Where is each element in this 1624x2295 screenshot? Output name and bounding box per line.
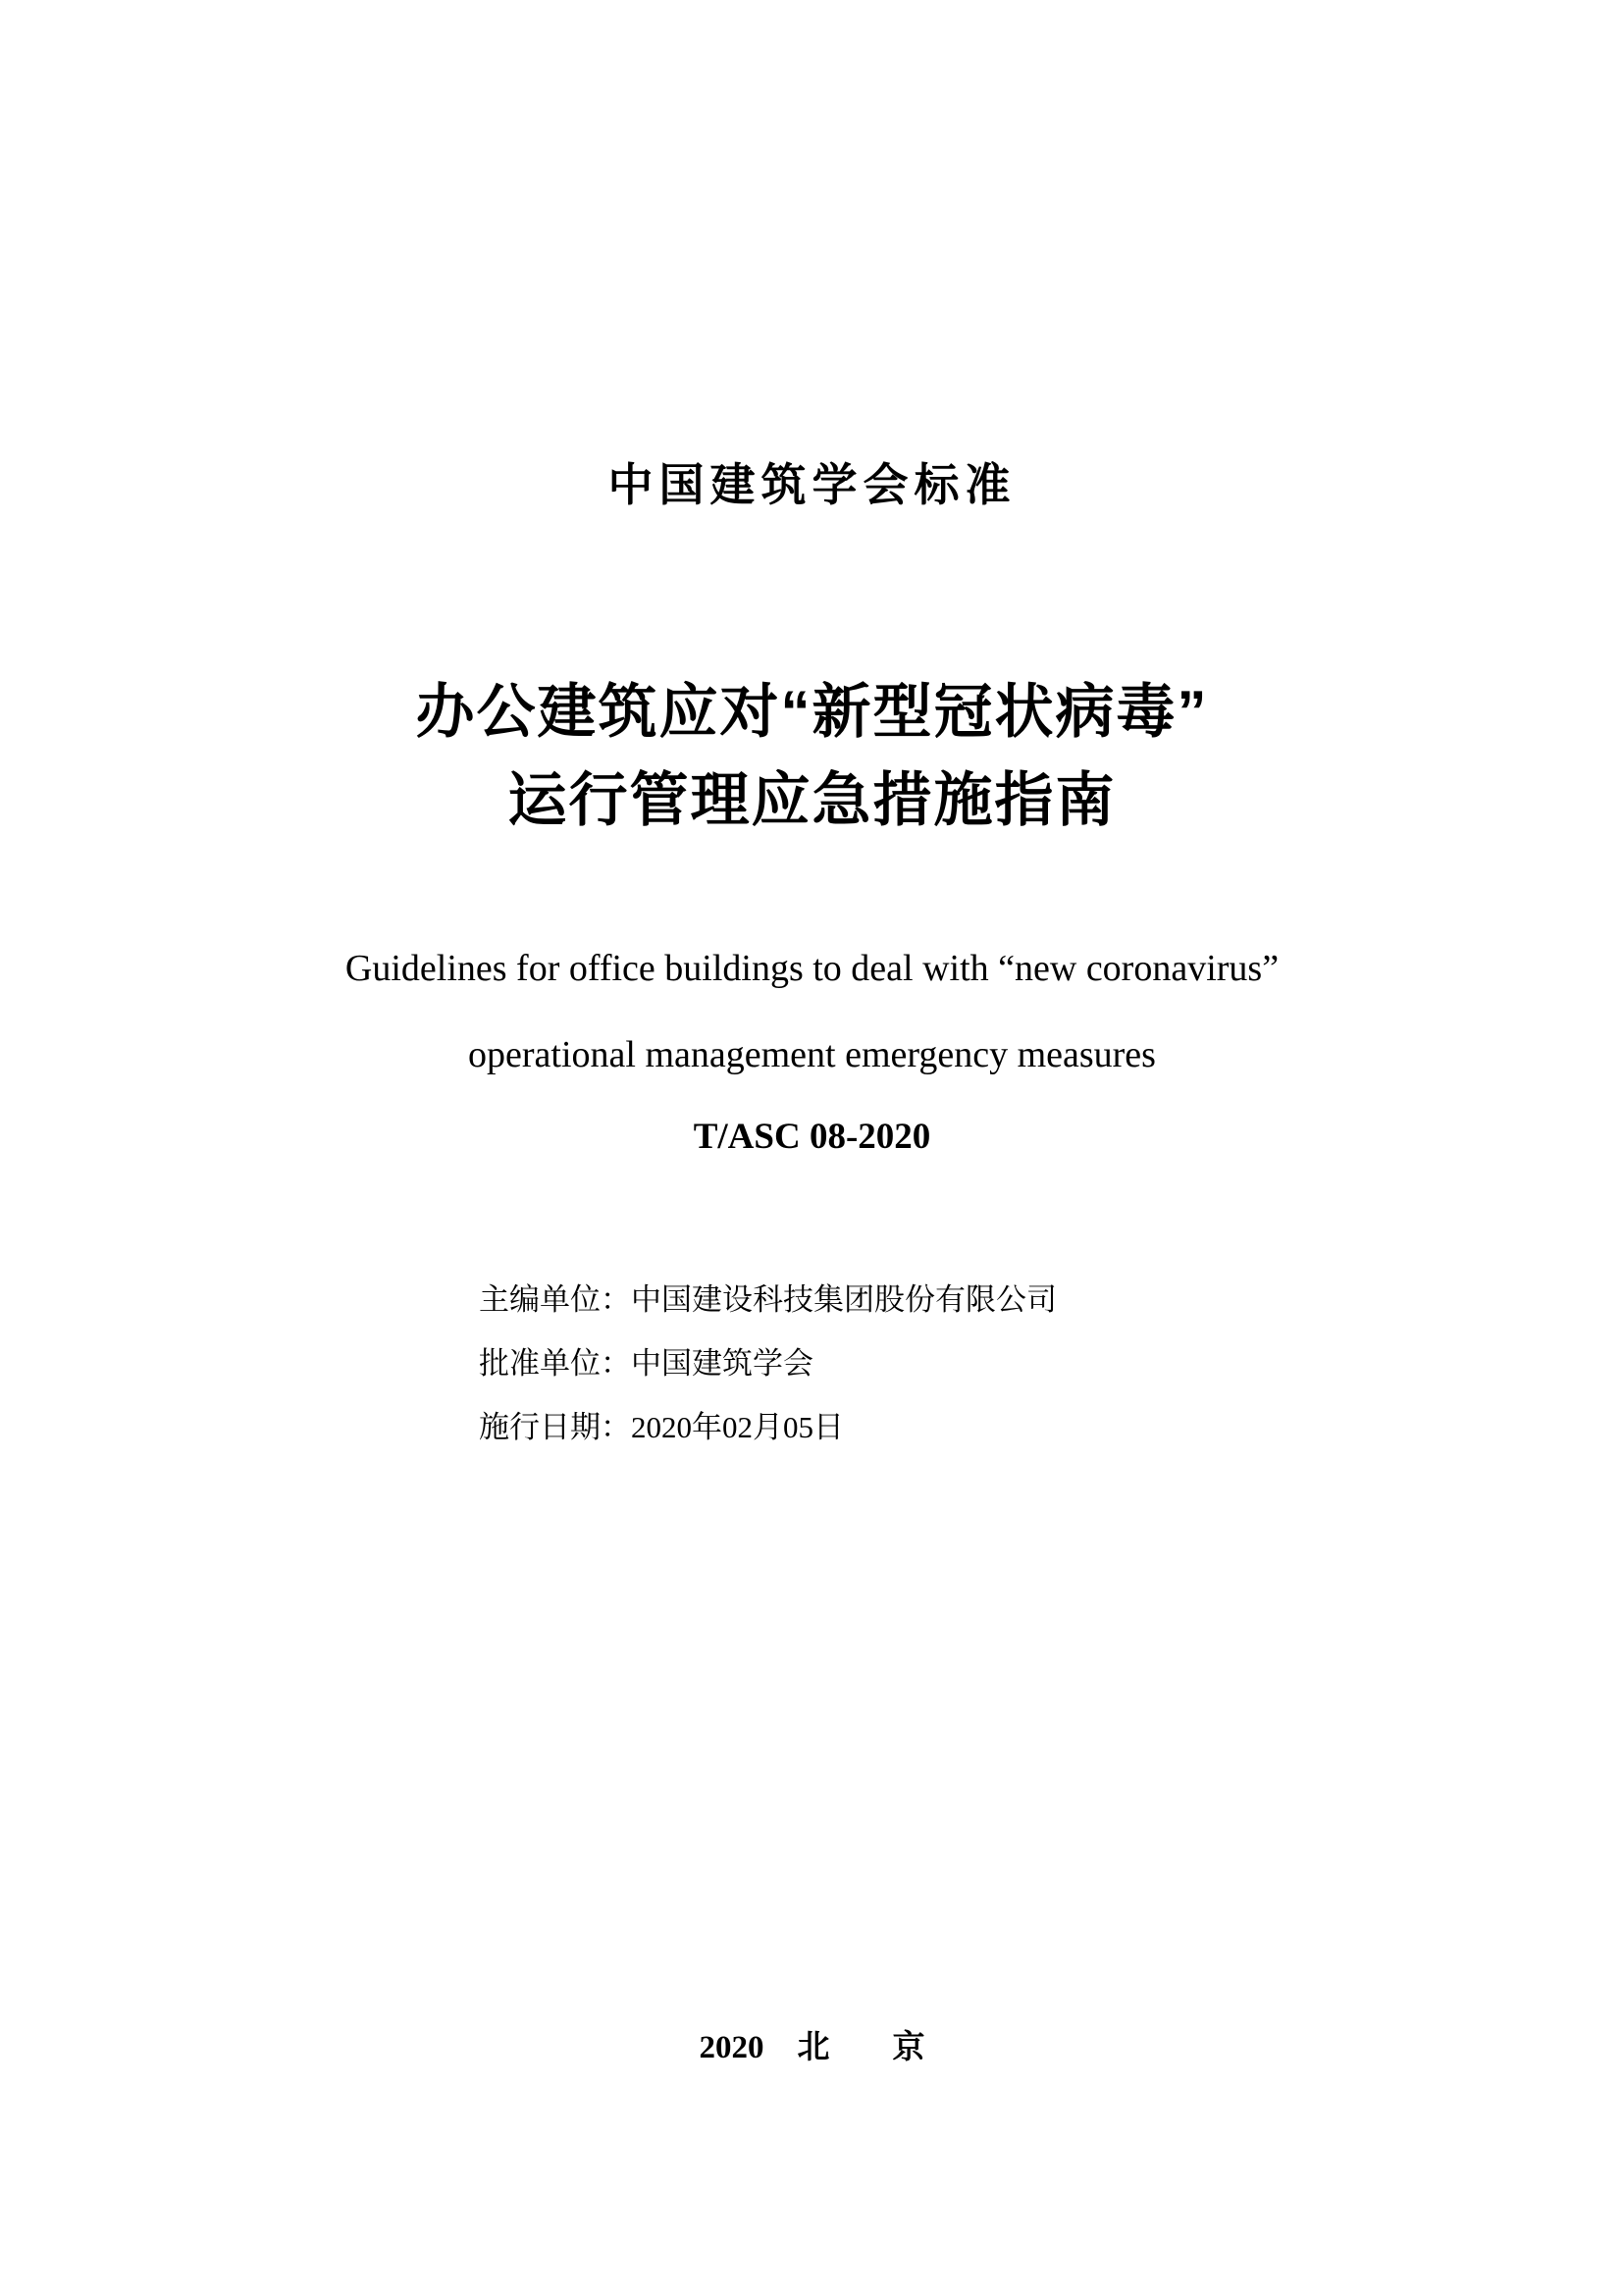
implementation-date-label: 施行日期：	[479, 1410, 631, 1444]
chief-editor-unit-value: 中国建设科技集团股份有限公司	[631, 1282, 1057, 1317]
implementation-date-row	[479, 1395, 1057, 1459]
chief-editor-unit-row	[479, 1268, 1057, 1331]
approval-unit-label: 批准单位：	[479, 1346, 631, 1381]
approval-unit-row	[479, 1331, 1057, 1395]
imprint-city-char1: 北	[797, 2030, 830, 2065]
chief-editor-unit-label: 主编单位：	[479, 1282, 631, 1317]
approval-unit-value: 中国建筑学会	[631, 1346, 813, 1381]
society-standard-label: 中国建筑学会标准	[607, 459, 1017, 510]
title-en-line1: Guidelines for office buildings to deal with “new coronavirus”	[344, 948, 1280, 989]
standard-code: T/ASC 08-2020	[693, 1117, 931, 1157]
document-title-zh	[0, 668, 1624, 845]
imprint-line	[0, 2028, 1624, 2067]
imprint-city-char2: 京	[892, 2030, 925, 2065]
publication-info-block	[479, 1268, 1057, 1459]
title-en-line2: operational management emergency measures	[468, 1034, 1156, 1075]
imprint-year: 2020	[699, 2030, 764, 2065]
title-zh-line2: 运行管理应急措施指南	[507, 767, 1117, 833]
implementation-date-value: 2020年02月05日	[631, 1410, 844, 1444]
title-zh-line1: 办公建筑应对“新型冠状病毒”	[415, 679, 1209, 745]
